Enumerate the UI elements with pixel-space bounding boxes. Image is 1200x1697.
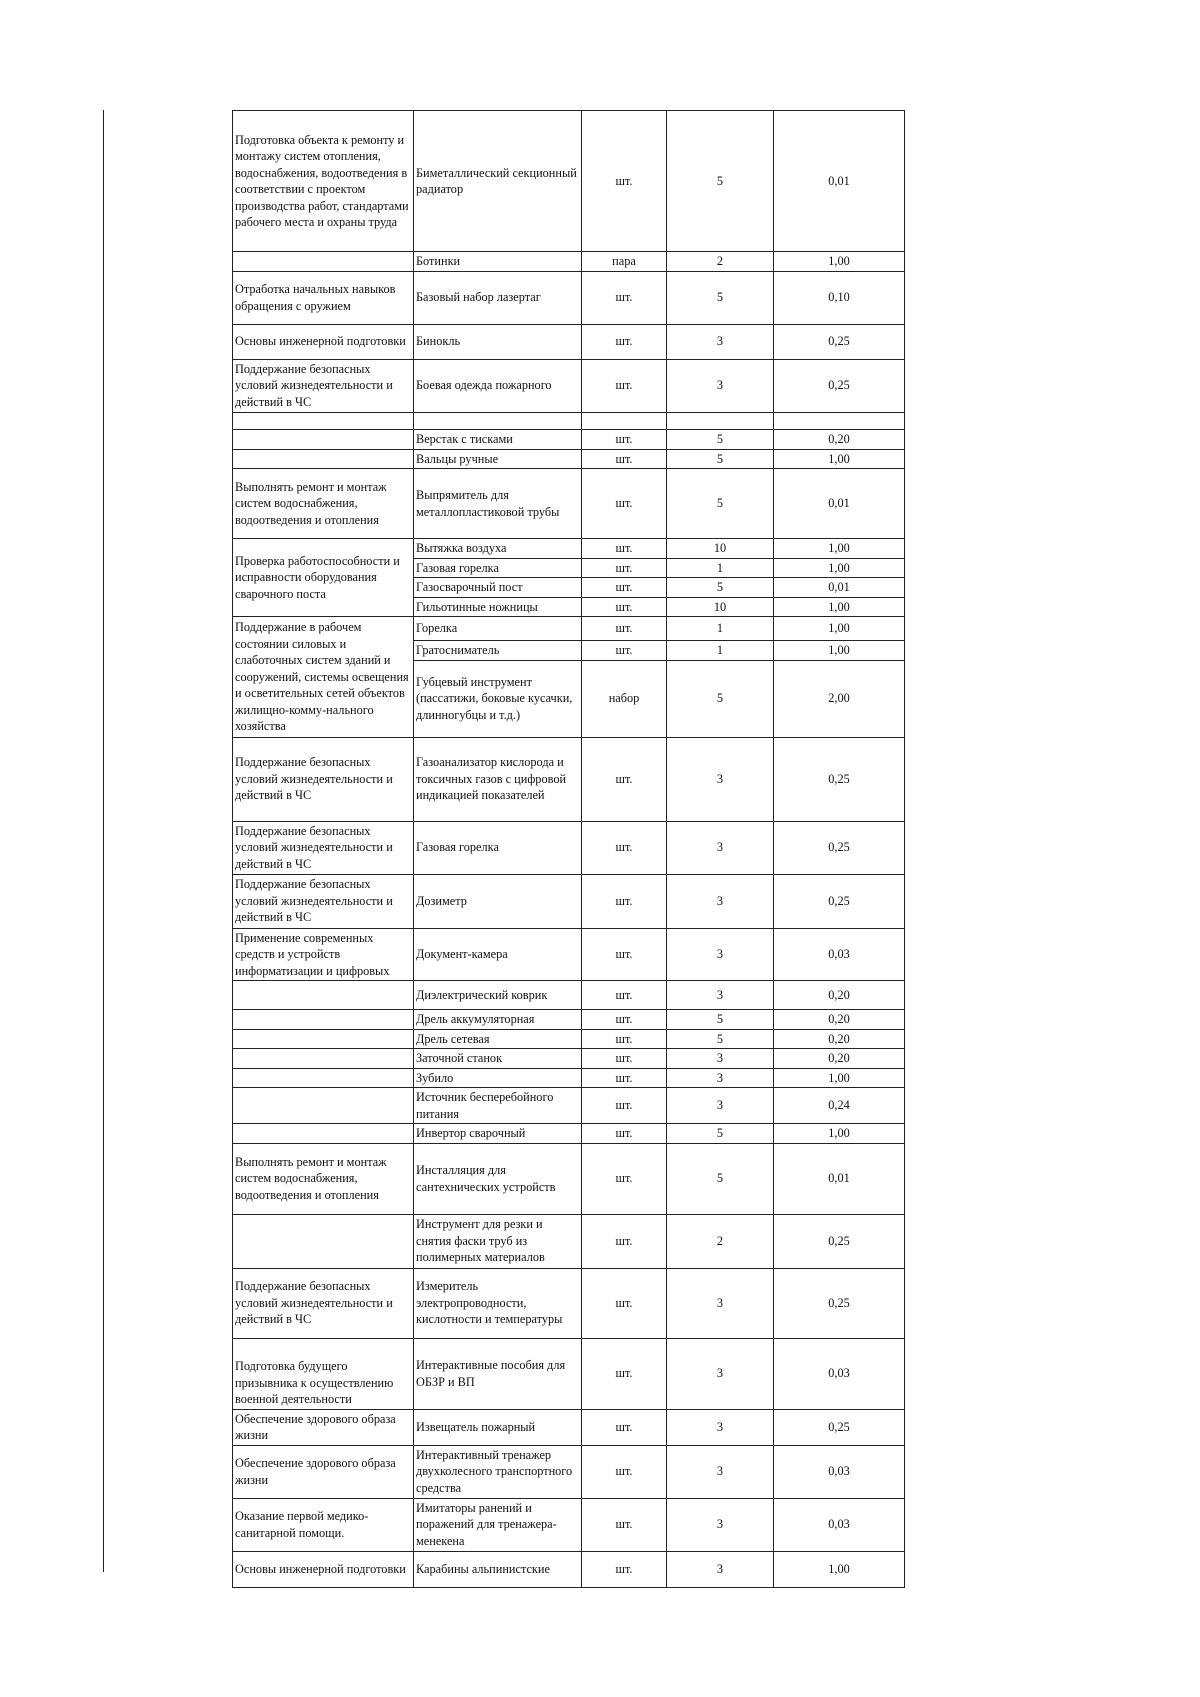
item-cell: Интерактивный тренажер двухколесного транспортного средства [414, 1445, 582, 1498]
qty-cell: 3 [667, 874, 774, 928]
coef-cell: 0,01 [774, 578, 905, 598]
section-cell: Выполнять ремонт и монтаж систем водоснабжения, водоотведения и отопления [233, 1143, 414, 1214]
section-cell: Основы инженерной подготовки [233, 1551, 414, 1587]
qty-cell: 5 [667, 578, 774, 598]
table-row [233, 449, 905, 469]
qty-cell: 3 [667, 1049, 774, 1069]
equipment-table [232, 110, 905, 1588]
qty-cell: 2 [667, 252, 774, 272]
section-cell: Поддержание безопасных условий жизнедеятельности и действий в ЧС [233, 1268, 414, 1338]
section-cell: Поддержание безопасных условий жизнедеятельности и действий в ЧС [233, 359, 414, 412]
coef-cell: 0,01 [774, 111, 905, 252]
section-cell: Подготовка объекта к ремонту и монтажу систем отопления, водоснабжения, водоотведения в соответствии с проектом производства работ, стандартами рабочего места и охраны труда [233, 111, 414, 252]
coef-cell: 1,00 [774, 539, 905, 559]
coef-cell: 1,00 [774, 1551, 905, 1587]
qty-cell: 2 [667, 1214, 774, 1268]
table-row [233, 1010, 905, 1030]
qty-cell: 5 [667, 469, 774, 539]
coef-cell: 0,03 [774, 1445, 905, 1498]
item-cell: Газоанализатор кислорода и токсичных газов с цифровой индикацией показателей [414, 737, 582, 821]
coef-cell: 0,03 [774, 1498, 905, 1551]
qty-cell: 3 [667, 737, 774, 821]
section-cell: Поддержание безопасных условий жизнедеятельности и действий в ЧС [233, 874, 414, 928]
item-cell: Карабины альпинистские [414, 1551, 582, 1587]
section-cell [233, 449, 414, 469]
section-cell [233, 412, 414, 429]
coef-cell: 1,00 [774, 449, 905, 469]
section-cell [233, 1088, 414, 1124]
table-row [233, 271, 905, 324]
section-cell: Обеспечение здорового образа жизни [233, 1409, 414, 1445]
coef-cell: 1,00 [774, 617, 905, 641]
table-row [233, 1498, 905, 1551]
item-cell: Горелка [414, 617, 582, 641]
table-row [233, 981, 905, 1010]
unit-cell: шт. [582, 928, 667, 981]
item-cell: Инвертор сварочный [414, 1124, 582, 1144]
coef-cell: 0,20 [774, 1029, 905, 1049]
qty-cell: 3 [667, 359, 774, 412]
section-cell: Поддержание безопасных условий жизнедеятельности и действий в ЧС [233, 737, 414, 821]
section-cell: Основы инженерной подготовки [233, 324, 414, 359]
qty-cell: 3 [667, 1445, 774, 1498]
table-row [233, 359, 905, 412]
section-cell: Поддержание в рабочем состоянии силовых и слаботочных систем зданий и сооружений, системы освещения и осветительных сетей объектов жилищно-комму-нального хозяйства [233, 617, 414, 738]
qty-cell: 1 [667, 558, 774, 578]
qty-cell: 5 [667, 1124, 774, 1144]
unit-cell: шт. [582, 617, 667, 641]
table-row [233, 1338, 905, 1409]
qty-cell: 3 [667, 821, 774, 874]
coef-cell: 0,20 [774, 981, 905, 1010]
item-cell: Верстак с тисками [414, 429, 582, 449]
section-cell: Проверка работоспособности и исправности оборудования сварочного поста [233, 539, 414, 617]
table-row [233, 821, 905, 874]
coef-cell: 1,00 [774, 1068, 905, 1088]
table-row [233, 429, 905, 449]
item-cell: Боевая одежда пожарного [414, 359, 582, 412]
table-row [233, 1088, 905, 1124]
item-cell: Диэлектрический коврик [414, 981, 582, 1010]
item-cell: Дрель аккумуляторная [414, 1010, 582, 1030]
qty-cell: 3 [667, 1338, 774, 1409]
coef-cell: 0,25 [774, 324, 905, 359]
item-cell: Ботинки [414, 252, 582, 272]
qty-cell: 5 [667, 111, 774, 252]
table-row [233, 1445, 905, 1498]
coef-cell: 0,03 [774, 928, 905, 981]
coef-cell: 0,10 [774, 271, 905, 324]
item-cell: Документ-камера [414, 928, 582, 981]
table-row [233, 1029, 905, 1049]
table-row [233, 252, 905, 272]
unit-cell: шт. [582, 449, 667, 469]
qty-cell: 5 [667, 1143, 774, 1214]
section-cell [233, 252, 414, 272]
unit-cell: шт. [582, 1143, 667, 1214]
item-cell: Извещатель пожарный [414, 1409, 582, 1445]
qty-cell: 10 [667, 597, 774, 617]
item-cell: Вальцы ручные [414, 449, 582, 469]
unit-cell: шт. [582, 1029, 667, 1049]
unit-cell: шт. [582, 874, 667, 928]
table-row [233, 1551, 905, 1587]
table-row [233, 737, 905, 821]
table-row [233, 111, 905, 252]
item-cell: Инсталляция для сантехнических устройств [414, 1143, 582, 1214]
left-margin-rule [103, 110, 104, 1572]
unit-cell: шт. [582, 1124, 667, 1144]
table-row [233, 874, 905, 928]
item-cell: Выпрямитель для металлопластиковой трубы [414, 469, 582, 539]
table-row [233, 1268, 905, 1338]
coef-cell: 0,25 [774, 874, 905, 928]
item-cell: Гильотинные ножницы [414, 597, 582, 617]
unit-cell: шт. [582, 737, 667, 821]
coef-cell: 0,25 [774, 821, 905, 874]
qty-cell: 3 [667, 1498, 774, 1551]
qty-cell: 10 [667, 539, 774, 559]
coef-cell: 0,03 [774, 1338, 905, 1409]
section-cell: Поддержание безопасных условий жизнедеятельности и действий в ЧС [233, 821, 414, 874]
section-cell [233, 981, 414, 1010]
qty-cell: 5 [667, 449, 774, 469]
unit-cell: шт. [582, 469, 667, 539]
qty-cell: 1 [667, 617, 774, 641]
unit-cell: шт. [582, 641, 667, 661]
unit-cell: шт. [582, 1445, 667, 1498]
unit-cell: шт. [582, 111, 667, 252]
unit-cell: шт. [582, 597, 667, 617]
table-row [233, 1214, 905, 1268]
item-cell: Инструмент для резки и снятия фаски труб из полимерных материалов [414, 1214, 582, 1268]
coef-cell: 0,01 [774, 469, 905, 539]
qty-cell: 5 [667, 1010, 774, 1030]
coef-cell: 0,25 [774, 359, 905, 412]
table-row [233, 539, 905, 559]
table-row [233, 617, 905, 641]
item-cell: Дозиметр [414, 874, 582, 928]
section-cell [233, 1049, 414, 1069]
section-cell: Подготовка будущего призывника к осуществлению военной деятельности [233, 1338, 414, 1409]
unit-cell: шт. [582, 578, 667, 598]
table-row [233, 1068, 905, 1088]
qty-cell: 5 [667, 429, 774, 449]
table-row [233, 1409, 905, 1445]
unit-cell: шт. [582, 1268, 667, 1338]
qty-cell: 3 [667, 1551, 774, 1587]
qty-cell: 3 [667, 1268, 774, 1338]
coef-cell: 1,00 [774, 1124, 905, 1144]
unit-cell: шт. [582, 1338, 667, 1409]
qty-cell: 3 [667, 1068, 774, 1088]
section-cell [233, 429, 414, 449]
unit-cell: набор [582, 660, 667, 737]
item-cell: Источник бесперебойного питания [414, 1088, 582, 1124]
qty-cell [667, 412, 774, 429]
qty-cell: 5 [667, 660, 774, 737]
item-cell: Вытяжка воздуха [414, 539, 582, 559]
item-cell: Газосварочный пост [414, 578, 582, 598]
unit-cell: шт. [582, 1409, 667, 1445]
item-cell: Заточной станок [414, 1049, 582, 1069]
item-cell: Измеритель электропроводности, кислотности и температуры [414, 1268, 582, 1338]
unit-cell: шт. [582, 1214, 667, 1268]
section-cell: Выполнять ремонт и монтаж систем водоснабжения, водоотведения и отопления [233, 469, 414, 539]
unit-cell: шт. [582, 1010, 667, 1030]
table-row [233, 412, 905, 429]
coef-cell [774, 412, 905, 429]
unit-cell: шт. [582, 821, 667, 874]
qty-cell: 3 [667, 324, 774, 359]
coef-cell: 0,24 [774, 1088, 905, 1124]
qty-cell: 3 [667, 981, 774, 1010]
unit-cell [582, 412, 667, 429]
item-cell: Дрель сетевая [414, 1029, 582, 1049]
qty-cell: 1 [667, 641, 774, 661]
unit-cell: шт. [582, 1088, 667, 1124]
section-cell: Отработка начальных навыков обращения с оружием [233, 271, 414, 324]
coef-cell: 1,00 [774, 252, 905, 272]
item-cell: Губцевый инструмент (пассатижи, боковые кусачки, длинногубцы и т.д.) [414, 660, 582, 737]
item-cell: Зубило [414, 1068, 582, 1088]
section-cell: Оказание первой медико-санитарной помощи. [233, 1498, 414, 1551]
coef-cell: 0,25 [774, 1409, 905, 1445]
unit-cell: шт. [582, 539, 667, 559]
qty-cell: 3 [667, 1409, 774, 1445]
table-row [233, 1049, 905, 1069]
coef-cell: 0,20 [774, 1010, 905, 1030]
section-cell [233, 1214, 414, 1268]
unit-cell: шт. [582, 1498, 667, 1551]
table-row [233, 1124, 905, 1144]
item-cell: Газовая горелка [414, 558, 582, 578]
coef-cell: 0,01 [774, 1143, 905, 1214]
item-cell: Биметаллический секционный радиатор [414, 111, 582, 252]
unit-cell: шт. [582, 324, 667, 359]
qty-cell: 3 [667, 1088, 774, 1124]
item-cell: Бинокль [414, 324, 582, 359]
coef-cell: 2,00 [774, 660, 905, 737]
unit-cell: шт. [582, 359, 667, 412]
item-cell: Базовый набор лазертаг [414, 271, 582, 324]
coef-cell: 1,00 [774, 641, 905, 661]
section-cell [233, 1029, 414, 1049]
unit-cell: шт. [582, 271, 667, 324]
coef-cell: 1,00 [774, 597, 905, 617]
coef-cell: 1,00 [774, 558, 905, 578]
item-cell: Имитаторы ранений и поражений для тренажера-менекена [414, 1498, 582, 1551]
section-cell [233, 1068, 414, 1088]
section-cell: Применение современных средств и устройств информатизации и цифровых [233, 928, 414, 981]
qty-cell: 5 [667, 271, 774, 324]
table-row [233, 324, 905, 359]
item-cell: Интерактивные пособия для ОБЗР и ВП [414, 1338, 582, 1409]
section-cell [233, 1010, 414, 1030]
coef-cell: 0,20 [774, 1049, 905, 1069]
unit-cell: шт. [582, 429, 667, 449]
unit-cell: шт. [582, 981, 667, 1010]
item-cell: Гратосниматель [414, 641, 582, 661]
section-cell: Обеспечение здорового образа жизни [233, 1445, 414, 1498]
unit-cell: шт. [582, 558, 667, 578]
coef-cell: 0,20 [774, 429, 905, 449]
table-row [233, 469, 905, 539]
coef-cell: 0,25 [774, 1268, 905, 1338]
unit-cell: шт. [582, 1049, 667, 1069]
unit-cell: пара [582, 252, 667, 272]
coef-cell: 0,25 [774, 737, 905, 821]
item-cell: Газовая горелка [414, 821, 582, 874]
coef-cell: 0,25 [774, 1214, 905, 1268]
section-cell [233, 1124, 414, 1144]
table-row [233, 928, 905, 981]
item-cell [414, 412, 582, 429]
qty-cell: 3 [667, 928, 774, 981]
table-row [233, 1143, 905, 1214]
qty-cell: 5 [667, 1029, 774, 1049]
unit-cell: шт. [582, 1068, 667, 1088]
unit-cell: шт. [582, 1551, 667, 1587]
